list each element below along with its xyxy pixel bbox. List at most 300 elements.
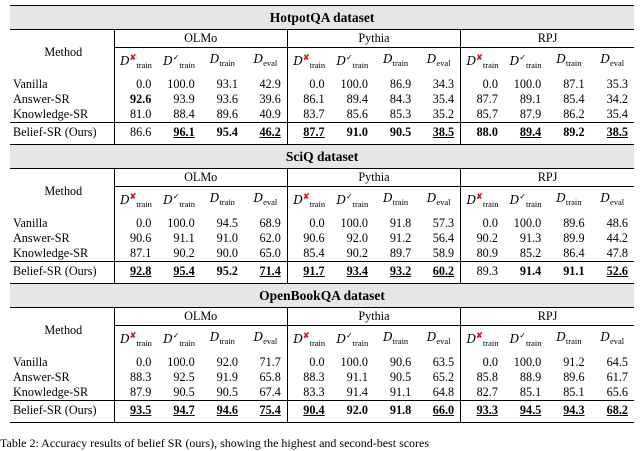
score-cell — [417, 75, 460, 92]
score-value: 100.0 — [513, 216, 542, 230]
score-cell — [287, 385, 330, 401]
score-cell — [461, 262, 504, 284]
score-cell — [504, 353, 547, 370]
score-value: 90.6 — [389, 355, 412, 369]
score-cell — [591, 353, 634, 370]
score-cell — [331, 385, 374, 401]
score-cell — [417, 123, 460, 145]
score-cell — [374, 353, 417, 370]
subcolumn-header: $D^✓_{train}$ — [157, 326, 200, 354]
score-value: 85.3 — [389, 107, 412, 121]
score-value: 93.3 — [476, 403, 498, 417]
score-value: 89.1 — [519, 92, 542, 106]
score-cell — [591, 231, 634, 246]
table-row — [10, 370, 634, 385]
results-table — [10, 5, 634, 423]
model-group-header — [287, 30, 460, 48]
score-value: 95.2 — [216, 264, 238, 278]
method-name: Belief-SR (Ours) — [10, 123, 114, 145]
score-value: 94.7 — [173, 403, 195, 417]
score-value: 34.2 — [606, 92, 628, 106]
subcolumn-header: $D_{train}$ — [547, 48, 590, 76]
table-row — [10, 401, 634, 423]
score-cell — [374, 370, 417, 385]
score-value: 75.4 — [259, 403, 281, 417]
score-cell — [374, 262, 417, 284]
model-group-header — [461, 169, 634, 187]
score-cell — [417, 214, 460, 231]
score-value: 67.4 — [259, 385, 281, 399]
score-value: 91.1 — [563, 264, 585, 278]
score-value: 83.7 — [303, 107, 325, 121]
table-row — [10, 75, 634, 92]
table-row — [10, 262, 634, 284]
score-value: 61.7 — [606, 370, 628, 384]
score-value: 100.0 — [513, 355, 542, 369]
score-value: 86.6 — [130, 125, 152, 139]
score-cell — [157, 75, 200, 92]
score-cell — [287, 353, 330, 370]
score-value: 38.5 — [606, 125, 628, 139]
subcolumn-header: $D^✓_{train}$ — [157, 48, 200, 76]
subcolumn-header: $D^✘_{train}$ — [461, 48, 504, 76]
score-value: 91.4 — [346, 385, 368, 399]
score-cell — [244, 123, 287, 145]
score-cell — [374, 401, 417, 423]
score-value: 87.1 — [130, 246, 152, 260]
method-name: Knowledge-SR — [13, 246, 89, 260]
model-name: OLMo — [184, 31, 218, 45]
subcolumn-header: $D^✘_{train}$ — [461, 326, 504, 354]
score-value: 92.0 — [346, 231, 368, 245]
score-cell — [244, 262, 287, 284]
score-value: 91.4 — [519, 264, 542, 278]
score-cell — [201, 214, 244, 231]
score-value: 90.5 — [389, 125, 412, 139]
score-cell — [114, 353, 157, 370]
score-value: 91.2 — [389, 231, 412, 245]
score-value: 87.7 — [476, 92, 498, 106]
subcolumn-header: $D_{eval}$ — [244, 187, 287, 215]
method-name: Vanilla — [13, 77, 48, 91]
score-cell — [461, 401, 504, 423]
score-value: 89.9 — [563, 231, 585, 245]
subcolumn-header: $D^✓_{train}$ — [504, 187, 547, 215]
score-cell — [201, 123, 244, 145]
dataset-section — [10, 5, 634, 144]
score-value: 80.9 — [476, 246, 498, 260]
score-value: 93.4 — [346, 264, 368, 278]
method-name: Vanilla — [13, 216, 48, 230]
score-cell — [547, 262, 590, 284]
score-cell — [244, 370, 287, 385]
score-value: 91.3 — [519, 231, 542, 245]
score-value: 91.1 — [346, 370, 368, 384]
score-value: 89.6 — [563, 370, 585, 384]
score-value: 92.0 — [216, 355, 238, 369]
score-value: 94.6 — [216, 403, 238, 417]
score-value: 85.4 — [563, 92, 585, 106]
score-value: 85.1 — [563, 385, 585, 399]
score-cell — [244, 401, 287, 423]
score-cell — [374, 231, 417, 246]
model-group-header — [287, 169, 460, 187]
subcolumn-header: $D_{eval}$ — [417, 187, 460, 215]
method-header: Method — [44, 45, 83, 59]
method-name: Answer-SR — [13, 92, 70, 106]
score-cell — [331, 246, 374, 262]
score-value: 90.6 — [303, 231, 325, 245]
method-name: Answer-SR — [13, 231, 70, 245]
score-value: 91.7 — [303, 264, 325, 278]
subcolumn-header: $D_{train}$ — [201, 187, 244, 215]
score-value: 48.6 — [606, 216, 628, 230]
score-value: 65.8 — [259, 370, 281, 384]
score-cell — [287, 246, 330, 262]
score-value: 87.9 — [130, 385, 152, 399]
score-value: 40.9 — [259, 107, 281, 121]
score-value: 88.3 — [130, 370, 152, 384]
score-value: 39.6 — [259, 92, 281, 106]
model-name: RPJ — [537, 170, 558, 184]
score-value: 82.7 — [476, 385, 498, 399]
score-value: 85.7 — [476, 107, 498, 121]
score-value: 90.2 — [476, 231, 498, 245]
model-group-header — [114, 308, 287, 326]
score-cell — [417, 353, 460, 370]
model-group-header — [114, 169, 287, 187]
score-cell — [201, 353, 244, 370]
score-cell — [244, 214, 287, 231]
score-cell — [547, 370, 590, 385]
subcolumn-header: $D^✓_{train}$ — [331, 48, 374, 76]
score-value: 0.0 — [136, 216, 152, 230]
score-cell — [114, 401, 157, 423]
score-value: 95.4 — [216, 125, 238, 139]
score-cell — [591, 246, 634, 262]
score-value: 91.1 — [389, 385, 412, 399]
score-value: 85.4 — [303, 246, 325, 260]
score-cell — [461, 107, 504, 123]
subcolumn-header: $D_{eval}$ — [591, 326, 634, 354]
score-value: 85.8 — [476, 370, 498, 384]
method-header: Method — [44, 184, 83, 198]
subcolumn-header: $D_{eval}$ — [417, 326, 460, 354]
score-value: 64.5 — [606, 355, 628, 369]
score-value: 92.5 — [173, 370, 195, 384]
score-value: 86.2 — [563, 107, 585, 121]
table-row — [10, 231, 634, 246]
score-value: 87.9 — [519, 107, 542, 121]
score-value: 87.7 — [303, 125, 325, 139]
score-cell — [591, 123, 634, 145]
score-value: 86.9 — [389, 77, 412, 91]
score-value: 90.6 — [130, 231, 152, 245]
score-value: 89.3 — [476, 264, 498, 278]
subcolumn-header: $D^✘_{train}$ — [114, 48, 157, 76]
score-cell — [461, 75, 504, 92]
score-value: 81.0 — [130, 107, 152, 121]
score-value: 44.2 — [606, 231, 628, 245]
score-cell — [374, 107, 417, 123]
score-cell — [201, 92, 244, 107]
score-cell — [114, 214, 157, 231]
score-cell — [374, 246, 417, 262]
score-cell — [591, 75, 634, 92]
score-cell — [547, 107, 590, 123]
score-cell — [374, 75, 417, 92]
score-cell — [331, 123, 374, 145]
score-value: 96.1 — [173, 125, 195, 139]
score-cell — [157, 353, 200, 370]
table-row — [10, 214, 634, 231]
score-cell — [417, 231, 460, 246]
score-value: 90.4 — [303, 403, 325, 417]
score-value: 0.0 — [309, 77, 325, 91]
method-name: Knowledge-SR — [13, 385, 89, 399]
score-cell — [374, 123, 417, 145]
score-cell — [417, 107, 460, 123]
score-value: 0.0 — [136, 355, 152, 369]
score-cell — [157, 401, 200, 423]
score-cell — [114, 370, 157, 385]
score-cell — [244, 385, 287, 401]
score-value: 89.4 — [519, 125, 542, 139]
score-cell — [461, 123, 504, 145]
score-cell — [244, 107, 287, 123]
dataset-title: HotpotQA dataset — [10, 6, 634, 30]
score-value: 86.1 — [303, 92, 325, 106]
subcolumn-header: $D^✘_{train}$ — [114, 326, 157, 354]
method-name: Vanilla — [13, 355, 48, 369]
score-value: 65.0 — [259, 246, 281, 260]
model-name: OLMo — [184, 309, 218, 323]
model-group-header — [287, 308, 460, 326]
score-value: 0.0 — [482, 355, 498, 369]
subcolumn-header: $D^✓_{train}$ — [504, 326, 547, 354]
score-value: 89.7 — [389, 246, 412, 260]
score-value: 90.0 — [216, 246, 238, 260]
score-cell — [114, 246, 157, 262]
table-row — [10, 385, 634, 401]
score-cell — [244, 231, 287, 246]
score-value: 0.0 — [482, 77, 498, 91]
score-value: 35.2 — [432, 107, 455, 121]
score-cell — [244, 92, 287, 107]
score-cell — [287, 231, 330, 246]
score-cell — [591, 401, 634, 423]
score-value: 60.2 — [432, 264, 455, 278]
model-group-header — [461, 308, 634, 326]
score-cell — [114, 107, 157, 123]
subcolumn-header: $D_{train}$ — [547, 326, 590, 354]
score-cell — [417, 370, 460, 385]
subcolumn-header: $D_{train}$ — [374, 48, 417, 76]
score-cell — [461, 246, 504, 262]
score-value: 90.5 — [173, 385, 195, 399]
score-value: 64.8 — [432, 385, 455, 399]
score-value: 92.8 — [130, 264, 152, 278]
score-cell — [461, 214, 504, 231]
score-value: 89.2 — [563, 125, 585, 139]
score-cell — [547, 385, 590, 401]
score-value: 35.4 — [606, 107, 628, 121]
score-cell — [504, 385, 547, 401]
score-cell — [287, 107, 330, 123]
score-value: 91.0 — [346, 125, 368, 139]
score-value: 88.3 — [303, 370, 325, 384]
subcolumn-header: $D_{train}$ — [374, 187, 417, 215]
score-cell — [417, 92, 460, 107]
score-cell — [504, 214, 547, 231]
score-value: 87.1 — [563, 77, 585, 91]
score-cell — [201, 75, 244, 92]
score-cell — [287, 262, 330, 284]
subcolumn-header: $D_{eval}$ — [244, 48, 287, 76]
score-cell — [201, 385, 244, 401]
score-value: 85.2 — [519, 246, 542, 260]
score-cell — [331, 92, 374, 107]
model-name: Pythia — [358, 170, 390, 184]
dataset-section — [10, 144, 634, 283]
dataset-title: SciQ dataset — [10, 145, 634, 169]
score-value: 91.9 — [216, 370, 238, 384]
subcolumn-header: $D^✓_{train}$ — [157, 187, 200, 215]
score-value: 91.8 — [389, 403, 412, 417]
score-cell — [201, 401, 244, 423]
score-value: 88.4 — [173, 107, 195, 121]
score-cell — [244, 246, 287, 262]
score-value: 93.2 — [389, 264, 412, 278]
score-cell — [287, 214, 330, 231]
score-value: 85.1 — [519, 385, 542, 399]
score-cell — [157, 92, 200, 107]
score-value: 65.6 — [606, 385, 628, 399]
score-cell — [244, 353, 287, 370]
subcolumn-header: $D_{train}$ — [374, 326, 417, 354]
score-cell — [331, 214, 374, 231]
score-cell — [591, 214, 634, 231]
score-value: 56.4 — [432, 231, 455, 245]
method-name: Answer-SR — [13, 370, 70, 384]
dataset-title: OpenBookQA dataset — [10, 284, 634, 308]
score-value: 57.3 — [432, 216, 455, 230]
score-cell — [331, 401, 374, 423]
model-name: Pythia — [358, 309, 390, 323]
score-cell — [201, 262, 244, 284]
score-cell — [547, 246, 590, 262]
score-cell — [114, 75, 157, 92]
score-cell — [591, 370, 634, 385]
table-row — [10, 353, 634, 370]
score-value: 34.3 — [432, 77, 455, 91]
score-cell — [591, 262, 634, 284]
score-cell — [591, 107, 634, 123]
score-value: 92.6 — [130, 92, 152, 106]
model-name: RPJ — [537, 309, 558, 323]
subcolumn-header: $D^✓_{train}$ — [331, 326, 374, 354]
table-row — [10, 92, 634, 107]
score-cell — [374, 214, 417, 231]
model-group-header — [114, 30, 287, 48]
model-name: RPJ — [537, 31, 558, 45]
score-value: 93.5 — [130, 403, 152, 417]
score-value: 90.5 — [389, 370, 412, 384]
score-cell — [504, 401, 547, 423]
table-row — [10, 123, 634, 145]
table-caption: Table 2: Accuracy results of belief SR (ours), showing the highest and second-best scores — [0, 436, 430, 450]
score-value: 100.0 — [167, 216, 195, 230]
score-cell — [504, 246, 547, 262]
subcolumn-header: $D_{eval}$ — [417, 48, 460, 76]
score-value: 100.0 — [340, 77, 368, 91]
score-value: 100.0 — [167, 355, 195, 369]
score-value: 90.5 — [216, 385, 238, 399]
method-header: Method — [44, 323, 83, 337]
subcolumn-header: $D^✓_{train}$ — [331, 187, 374, 215]
score-cell — [331, 231, 374, 246]
score-value: 91.1 — [173, 231, 195, 245]
score-cell — [287, 75, 330, 92]
score-cell — [547, 231, 590, 246]
subcolumn-header: $D_{eval}$ — [244, 326, 287, 354]
score-value: 0.0 — [482, 216, 498, 230]
score-value: 71.4 — [259, 264, 281, 278]
dataset-section — [10, 283, 634, 423]
score-value: 83.3 — [303, 385, 325, 399]
score-value: 93.1 — [216, 77, 238, 91]
score-value: 100.0 — [513, 77, 542, 91]
score-cell — [157, 262, 200, 284]
score-value: 89.4 — [346, 92, 368, 106]
score-value: 52.6 — [606, 264, 628, 278]
score-cell — [504, 107, 547, 123]
score-cell — [287, 92, 330, 107]
score-cell — [287, 401, 330, 423]
score-cell — [157, 214, 200, 231]
score-cell — [504, 231, 547, 246]
score-cell — [504, 92, 547, 107]
score-value: 94.5 — [216, 216, 238, 230]
score-cell — [114, 123, 157, 145]
score-cell — [504, 370, 547, 385]
subcolumn-header: $D_{train}$ — [547, 187, 590, 215]
score-cell — [374, 385, 417, 401]
score-cell — [201, 246, 244, 262]
score-cell — [331, 75, 374, 92]
score-cell — [547, 401, 590, 423]
subcolumn-header: $D^✓_{train}$ — [504, 48, 547, 76]
score-value: 38.5 — [432, 125, 455, 139]
score-value: 100.0 — [340, 216, 368, 230]
score-value: 86.4 — [563, 246, 585, 260]
score-value: 42.9 — [259, 77, 281, 91]
score-cell — [331, 107, 374, 123]
score-value: 35.4 — [432, 92, 455, 106]
subcolumn-header: $D_{eval}$ — [591, 187, 634, 215]
score-cell — [591, 92, 634, 107]
subcolumn-header: $D^✘_{train}$ — [287, 187, 330, 215]
score-cell — [547, 92, 590, 107]
score-cell — [547, 75, 590, 92]
score-value: 62.0 — [259, 231, 281, 245]
score-value: 65.2 — [432, 370, 455, 384]
score-value: 71.7 — [259, 355, 281, 369]
score-cell — [114, 262, 157, 284]
score-cell — [547, 353, 590, 370]
score-value: 95.4 — [173, 264, 195, 278]
model-name: Pythia — [358, 31, 390, 45]
